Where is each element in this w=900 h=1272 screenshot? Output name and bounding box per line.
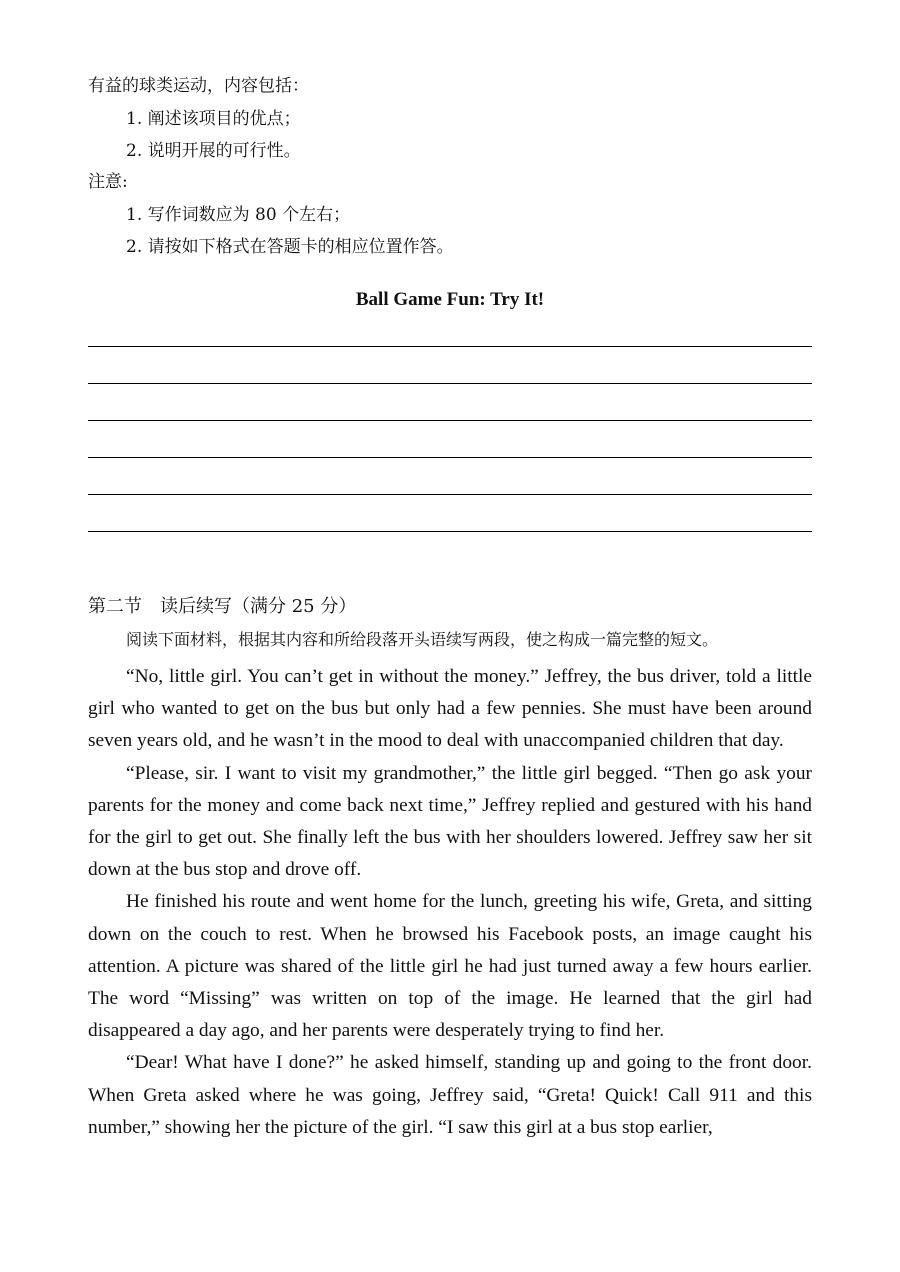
- answer-line: [88, 494, 812, 495]
- answer-line: [88, 420, 812, 421]
- section-heading: 第二节 读后续写（满分 25 分）: [88, 596, 357, 617]
- answer-line: [88, 457, 812, 458]
- story-paragraph: “No, little girl. You can’t get in without the money.” Jeffrey, the bus driver, told a little girl who wanted to get on the bus but only had a few pennies. She must have been around seven years old, and he wasn’t in the mood to deal with unaccompanied children that day.: [88, 666, 812, 752]
- answer-line: [88, 346, 812, 347]
- content-item-2: 2. 说明开展的可行性。: [126, 141, 301, 161]
- note-item-2: 2. 请按如下格式在答题卡的相应位置作答。: [126, 237, 454, 257]
- notes-label: 注意:: [88, 172, 128, 192]
- story-paragraph: “Dear! What have I done?” he asked himself, standing up and going to the front door. When Greta asked where he was going, Jeffrey said, “Greta! Quick! Call 911 and this number,” showing her the picture of the girl. “I saw this girl at a bus stop earlier,: [88, 1052, 812, 1138]
- note-item-1: 1. 写作词数应为 80 个左右；: [126, 205, 351, 225]
- content-item-1: 1. 阐述该项目的优点；: [126, 109, 301, 129]
- story-text: [88, 661, 812, 1144]
- answer-line: [88, 531, 812, 532]
- essay-title: Ball Game Fun: Try It!: [355, 289, 545, 310]
- answer-line: [88, 383, 812, 384]
- section-instruction: 阅读下面材料，根据其内容和所给段落开头语续写两段，使之构成一篇完整的短文。: [126, 630, 719, 649]
- prompt-intro: 有益的球类运动，内容包括：: [88, 76, 309, 96]
- story-paragraph: “Please, sir. I want to visit my grandmother,” the little girl begged. “Then go ask your parents for the money and come back next time,” Jeffrey replied and gestured with his hand for the girl to get out. She finally left the bus with her shoulders lowered. Jeffrey saw her sit down at the bus stop and drove off.: [88, 762, 812, 881]
- story-paragraph: He finished his route and went home for the lunch, greeting his wife, Greta, and sitting down on the couch to rest. When he browsed his Facebook posts, an image caught his attention. A picture was shared of the little girl he had just turned away a few hours earlier. The word “Missing” was written on top of the image. He learned that the girl had disappeared a day ago, and her parents were desperately trying to find her.: [88, 891, 812, 1042]
